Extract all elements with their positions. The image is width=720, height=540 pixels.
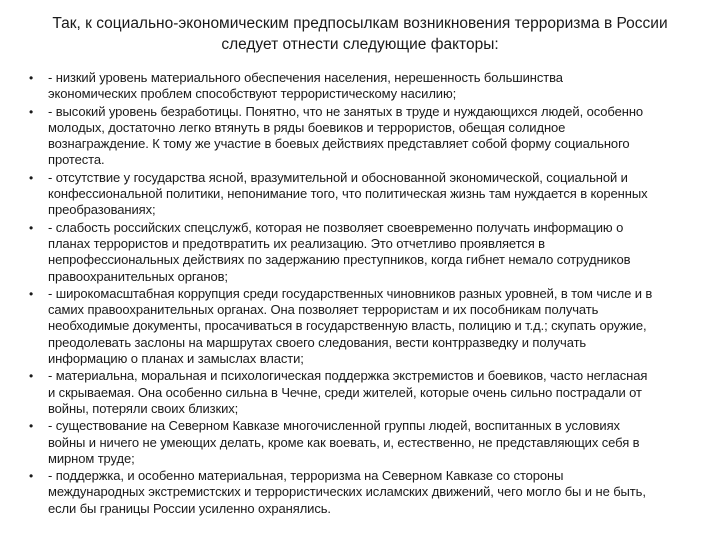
factor-item	[29, 285, 708, 367]
factor-item	[29, 169, 708, 219]
factor-item	[29, 468, 708, 517]
factor-text-line: вознаграждение. К тому же участие в боевых действиях представляет собой форму социального	[48, 136, 630, 152]
factor-text-line: преобразованиях;	[48, 202, 156, 218]
factor-text-line: если бы границы России усиленно охранялись.	[48, 500, 331, 516]
factor-text-line: экономических проблем способствуют террористическому насилию;	[48, 86, 457, 102]
factor-item	[29, 368, 708, 417]
factor-text-line: - широкомасштабная коррупция среди государственных чиновников разных уровней, в том числе и в	[48, 285, 653, 301]
factor-text-line: необходимые документы, просачиваться в государственную власть, полицию и т.д.; скупать оружие,	[48, 318, 647, 334]
bullet-icon: •	[29, 220, 34, 235]
factor-text-line: - высокий уровень безработицы. Понятно, что не занятых в труде и нуждающихся людей, особенно	[48, 103, 644, 119]
factor-text-line: войны и ничего не умеющих делать, кроме как воевать, и, естественно, не представляющих себя в	[48, 434, 640, 450]
factor-text-line: протеста.	[48, 152, 105, 168]
factor-item	[29, 219, 708, 285]
slide-title-line: Так, к социально-экономическим предпосылкам возникновения терроризма в России	[52, 15, 668, 32]
slide-title-line: следует отнести следующие факторы:	[221, 36, 499, 53]
factor-text-line: - слабость российских спецслужб, которая не позволяет своевременно получать информацию о	[48, 219, 624, 235]
factor-item	[29, 70, 708, 103]
bullet-icon: •	[29, 170, 34, 185]
factor-list	[29, 70, 708, 518]
factor-text-line: войны, потеряли своих близких;	[48, 400, 239, 416]
factor-text-line: - существование на Северном Кавказе многочисленной группы людей, воспитанных в условиях	[48, 418, 620, 434]
bullet-icon: •	[29, 369, 34, 384]
factor-text-line: - поддержка, и особенно материальная, терроризма на Северном Кавказе со стороны	[48, 468, 564, 484]
bullet-icon: •	[29, 419, 34, 434]
factor-text-line: планах террористов и предотвратить их реализацию. Это отчетливо проявляется в	[48, 235, 545, 251]
bullet-icon: •	[29, 104, 34, 119]
factor-text-line: информацию о планах и замыслах власти;	[48, 351, 304, 367]
factor-item	[29, 418, 708, 467]
factor-text-line: и скрываемая. Она особенно сильна в Чечне, среди жителей, которые очень сильно пострадали от	[48, 384, 642, 400]
bullet-icon: •	[29, 469, 34, 484]
factor-text-line: - отсутствие у государства ясной, вразумительной и обоснованной экономической, социальной и	[48, 169, 628, 185]
factor-text-line: непрофессиональных действиях по задержанию преступников, когда гибнет немало сотрудников	[48, 252, 631, 268]
factor-text-line: международных экстремистских и террористических исламских движений, чего могло бы и не быть,	[48, 484, 646, 500]
factor-text-line: конфессиональной политики, непонимание того, что политическая жизнь там нуждается в коренных	[48, 186, 648, 202]
factor-item	[29, 103, 708, 169]
bullet-icon: •	[29, 71, 34, 85]
factor-text-line: - материальна, моральная и психологическая поддержка экстремистов и боевиков, часто негласная	[48, 368, 648, 384]
factor-text-line: самих правоохранительных органах. Она позволяет террористам и их пособникам получать	[48, 302, 599, 318]
bullet-icon: •	[29, 286, 34, 301]
factor-text-line: молодых, достаточно легко втянуть в ряды боевиков и террористов, обещая солидное	[48, 119, 566, 135]
slide-title	[52, 13, 668, 55]
factor-text-line: мирном труде;	[48, 450, 135, 466]
factor-text-line: правоохранительных органов;	[48, 268, 228, 284]
factor-text-line: преодолевать заслоны на маршрутах своего следования, вести контрразведку и получать	[48, 334, 587, 350]
factor-text-line: - низкий уровень материального обеспечения населения, нерешенность большинства	[48, 70, 563, 85]
